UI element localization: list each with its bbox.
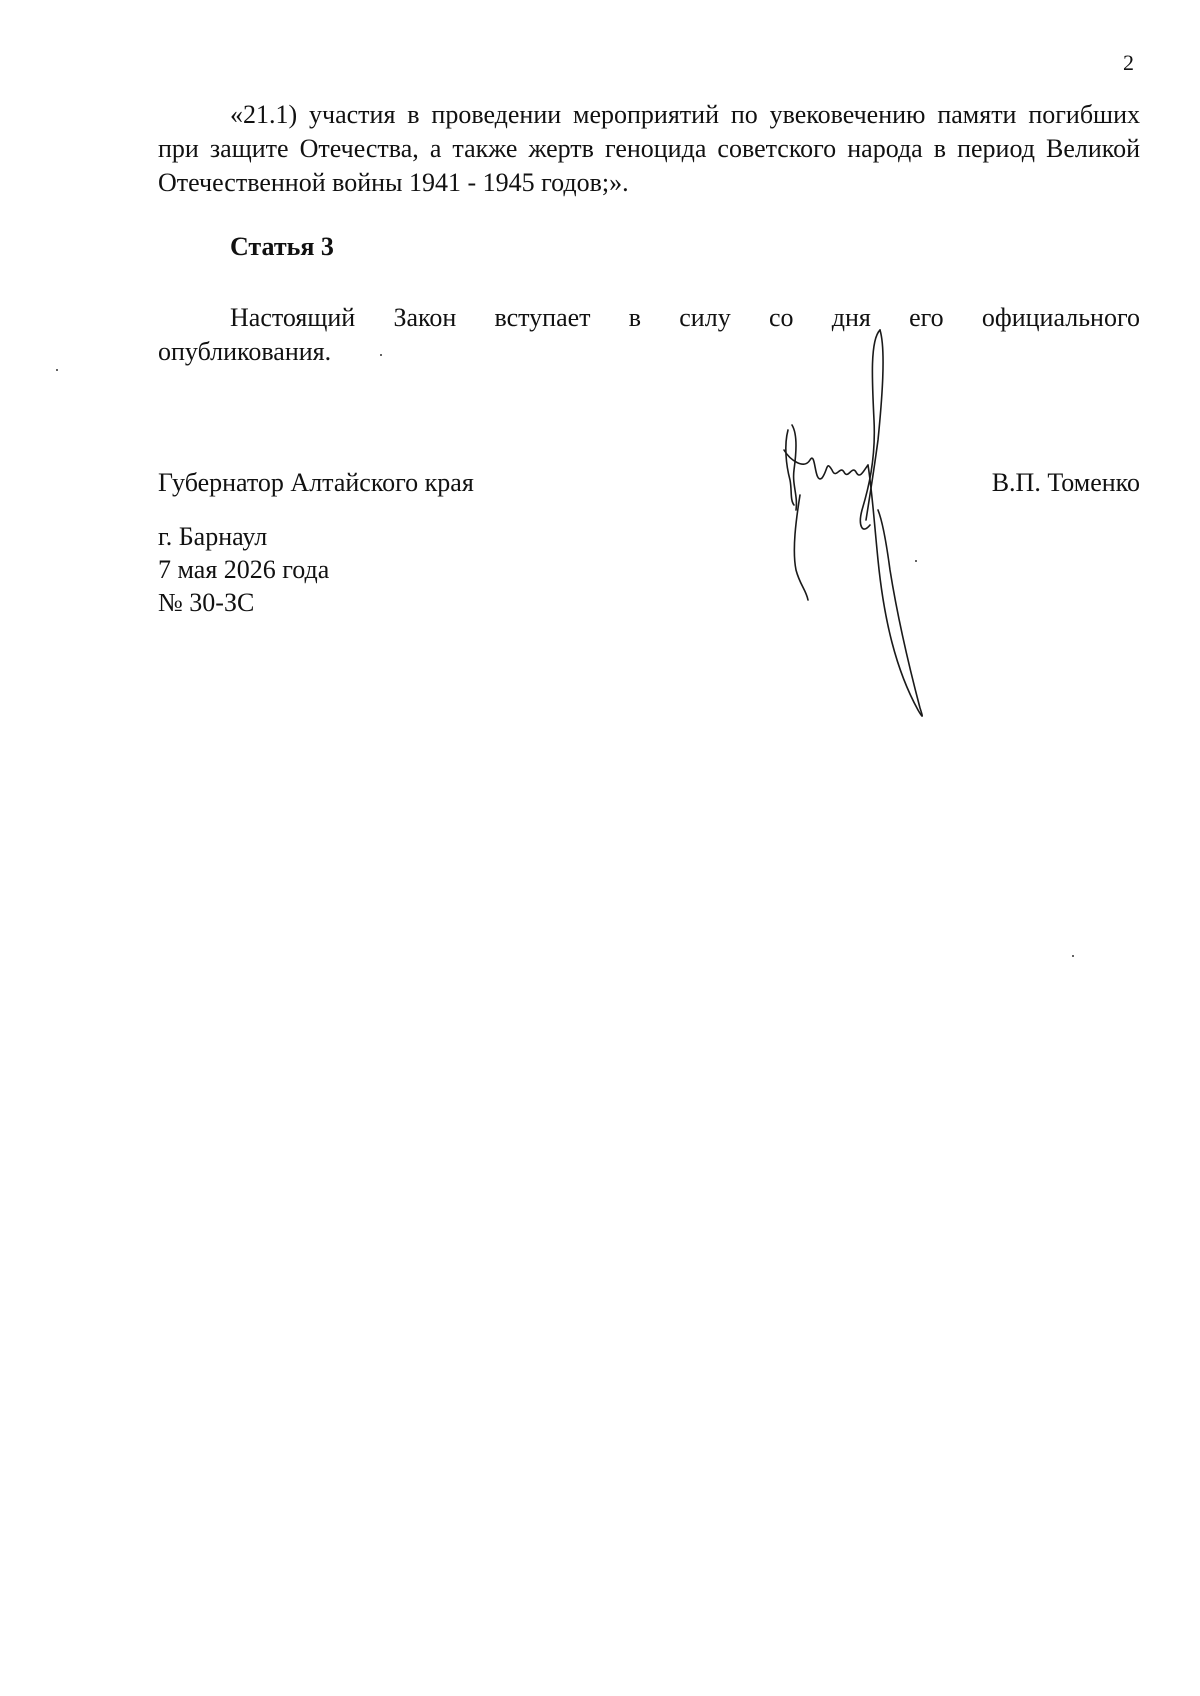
place-date-number xyxy=(158,520,329,619)
word: его xyxy=(909,303,944,332)
page-number: 2 xyxy=(1123,50,1134,75)
word: в xyxy=(628,303,642,332)
scan-speck xyxy=(56,369,58,371)
word: силу xyxy=(679,303,731,332)
scan-speck xyxy=(380,354,382,356)
word: Закон xyxy=(393,303,457,332)
word: Настоящий xyxy=(230,303,356,332)
scan-speck xyxy=(1072,955,1074,957)
article-heading: Статья 3 xyxy=(230,232,334,261)
handwritten-signature xyxy=(770,320,950,760)
scan-speck xyxy=(915,560,917,562)
word: вступает xyxy=(494,303,591,332)
effective-date-paragraph xyxy=(158,301,1140,369)
place: г. Барнаул xyxy=(158,522,268,551)
signer-title: Губернатор Алтайского края xyxy=(158,468,474,497)
date: 7 мая 2026 года xyxy=(158,555,330,584)
signer-name: В.П. Томенко xyxy=(991,468,1140,497)
amendment-paragraph-block xyxy=(158,98,1140,200)
effective-paragraph-line-1 xyxy=(158,301,1140,335)
word: официального xyxy=(981,303,1140,332)
law-number: № 30-ЗС xyxy=(158,588,255,617)
word: дня xyxy=(831,303,871,332)
amendment-paragraph: «21.1) участия в проведении мероприятий по увековечению памяти погибших при защите Отечества, а также жертв геноцида советского народа в период Великой Отечественной войны 1941 - 1945 годов;». xyxy=(158,100,1140,197)
effective-paragraph-line-2: опубликования. xyxy=(158,337,332,366)
word: со xyxy=(768,303,794,332)
